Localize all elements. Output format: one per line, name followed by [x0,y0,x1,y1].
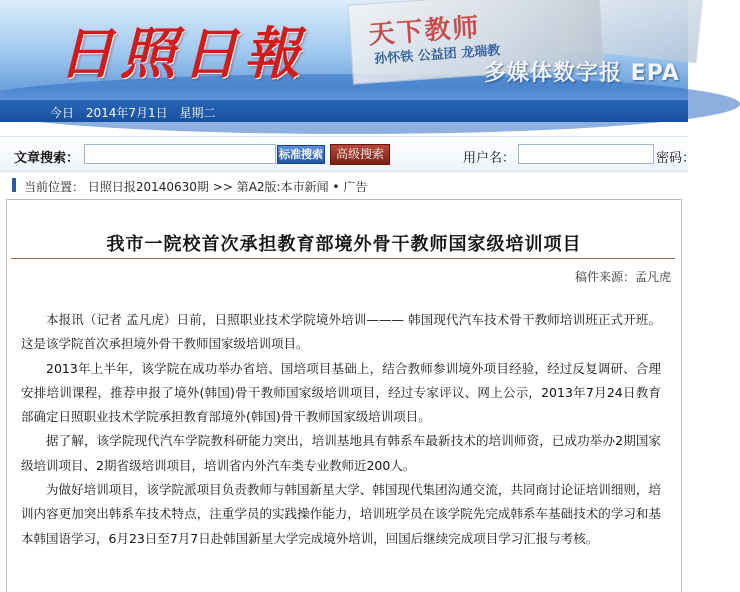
breadcrumb-section: 广告 [343,180,368,194]
article-source: 稿件来源：孟凡虎 [574,270,671,284]
article-body [21,308,661,551]
username-label: 用户名： [463,151,516,166]
breadcrumb-dot: • [332,180,340,194]
site-logo[interactable]: 日照日報 [58,21,306,87]
article-paragraph: 为做好培训项目，该学院派项目负责教师与韩国新星大学、韩国现代集团沟通交流，共同商讨论证培训细则，培训内容更加突出韩系车技术特点，注重学员的实践操作能力，培训班学员在该学院先完成韩系车基础技术的学习和基本韩国语学习，6月23日至7月7日赴韩国新星大学完成境外培训，回国后继续完成项目学习汇报与考核。 [21,482,661,546]
masthead-banner [0,0,688,122]
banner-background [0,0,688,100]
collage-headline: 天下教师 [367,12,482,51]
breadcrumb-separator: >> [212,180,233,194]
standard-search-button[interactable]: 标准搜索 [277,145,325,164]
weekday: 星期二 [179,106,216,120]
breadcrumb-marker [12,178,16,192]
title-divider [11,258,675,259]
breadcrumb-page-link[interactable]: 第A2版:本市新闻 [236,180,329,194]
password-label: 密码： [656,151,696,166]
article-title: 我市一院校首次承担教育部境外骨干教师国家级培训项目 [106,234,582,255]
date-label: 今日 [50,106,75,120]
breadcrumb-text [24,178,367,195]
brand-tagline: 多媒体数字报 EPA [484,61,680,86]
date-value: 2014年7月1日 [85,106,168,120]
advanced-search-button[interactable]: 高级搜索 [330,144,390,165]
collage-subline: 孙怀铁 公益团 龙瑞教 [373,43,501,68]
breadcrumb-prefix: 当前位置： [24,180,85,194]
username-input[interactable] [518,144,654,164]
search-bar [0,136,696,172]
breadcrumb-issue-link[interactable]: 日照日报20140630期 [87,180,209,194]
article-search-input[interactable] [84,144,276,164]
article-search-label: 文章搜索： [14,151,80,166]
article-paragraph: 本报讯（记者 孟凡虎）日前，日照职业技术学院境外培训——— 韩国现代汽车技术骨干教师培训班正式开班。这是该学院首次承担境外骨干教师国家级培训项目。 [21,312,661,352]
article-paragraph: 据了解，该学院现代汽车学院教科研能力突出，培训基地具有韩系车最新技术的培训师资，已成功举办2期国家级培训项目、2期省级培训项目，培训省内外汽车类专业教师近200人。 [21,433,661,473]
breadcrumb [0,175,688,195]
date-strip [0,100,688,122]
article-panel [6,199,682,592]
article-paragraph: 2013年上半年，该学院在成功举办省培、国培项目基础上，结合教师参训境外项目经验，经过反复调研、合理安排培训课程，推荐申报了境外(韩国)骨干教师国家级培训项目，经过专家评议、网上公示，2013年7月24日教育部确定日照职业技术学院承担教育部境外(韩国)骨干教师国家级培训项目。 [21,360,661,425]
current-date [50,104,224,121]
